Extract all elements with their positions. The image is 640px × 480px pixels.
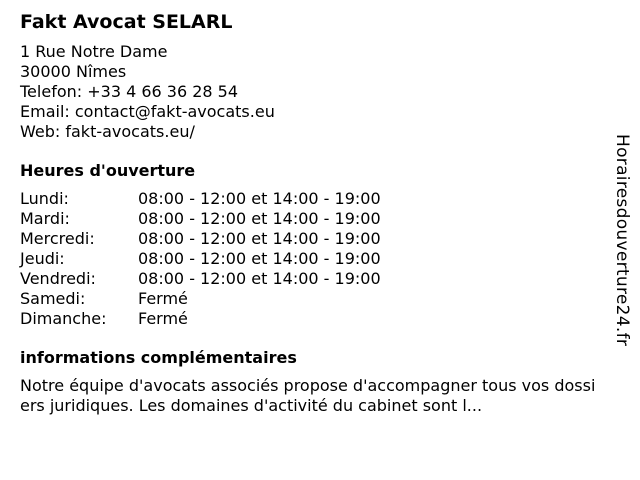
business-name: Fakt Avocat SELARL [20, 11, 233, 33]
time-value: 08:00 - 12:00 et 14:00 - 19:00 [138, 269, 381, 288]
time-value: 08:00 - 12:00 et 14:00 - 19:00 [138, 189, 381, 208]
day-label: Vendredi: [20, 269, 96, 288]
hours-row-sunday [20, 309, 610, 329]
day-label: Lundi: [20, 189, 69, 208]
phone-line: Telefon: +33 4 66 36 28 54 [20, 82, 239, 101]
time-value: 08:00 - 12:00 et 14:00 - 19:00 [138, 229, 381, 248]
day-label: Jeudi: [20, 249, 65, 268]
time-value: Fermé [138, 289, 188, 308]
email-line: Email: contact@fakt-avocats.eu [20, 102, 275, 121]
address-city: 30000 Nîmes [20, 62, 127, 81]
opening-hours-heading: Heures d'ouverture [20, 161, 196, 180]
hours-row-monday [20, 189, 610, 209]
watermark: Horairesdouverture24.fr [612, 134, 632, 347]
address-street: 1 Rue Notre Dame [20, 42, 168, 61]
hours-row-friday [20, 269, 610, 289]
hours-row-wednesday [20, 229, 610, 249]
time-value: 08:00 - 12:00 et 14:00 - 19:00 [138, 209, 381, 228]
time-value: Fermé [138, 309, 188, 328]
day-label: Dimanche: [20, 309, 107, 328]
time-value: 08:00 - 12:00 et 14:00 - 19:00 [138, 249, 381, 268]
hours-row-thursday [20, 249, 610, 269]
day-label: Samedi: [20, 289, 86, 308]
hours-row-tuesday [20, 209, 610, 229]
business-card [20, 10, 610, 416]
web-line: Web: fakt-avocats.eu/ [20, 122, 195, 141]
additional-info-heading: informations complémentaires [20, 348, 297, 367]
hours-row-saturday [20, 289, 610, 309]
opening-hours-table [20, 189, 610, 329]
day-label: Mercredi: [20, 229, 95, 248]
day-label: Mardi: [20, 209, 70, 228]
additional-info-text: Notre équipe d'avocats associés propose d'accompagner tous vos dossiers juridiques. Les domaines d'activité du cabinet sont l... [20, 376, 596, 415]
